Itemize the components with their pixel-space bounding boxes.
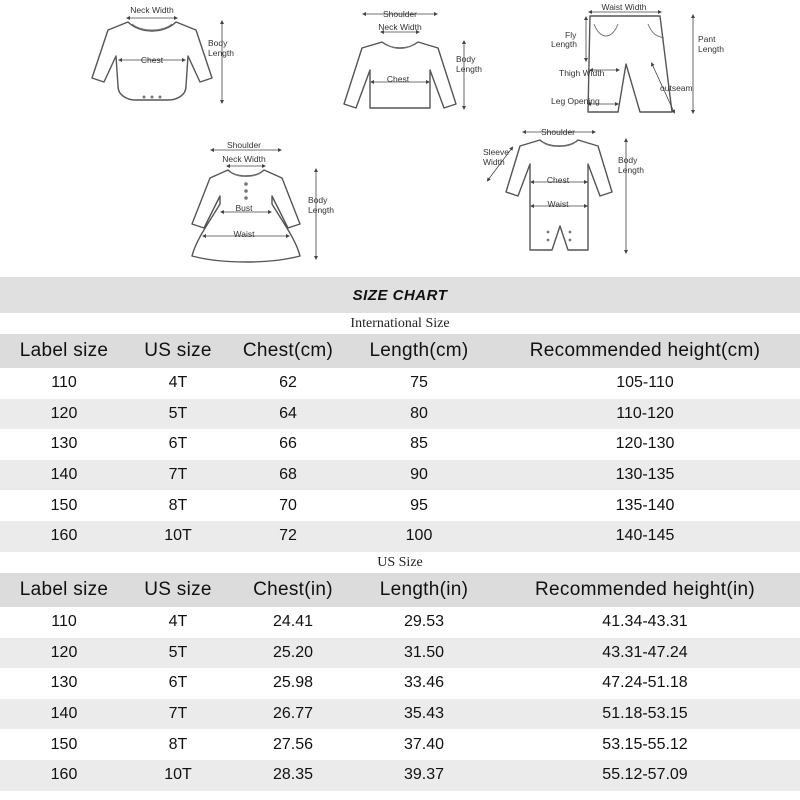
cell: 85 (348, 429, 490, 460)
onesie-chest-label: Chest (140, 55, 164, 65)
cell: 10T (128, 760, 228, 791)
cell: 7T (128, 699, 228, 730)
cell: 53.15-55.12 (490, 729, 800, 760)
dress-diagram (192, 140, 334, 262)
international-size-caption: International Size (350, 316, 450, 331)
table-row (0, 460, 800, 491)
header-label-size: Label size (0, 573, 128, 607)
cell: 8T (128, 490, 228, 521)
header-chest: Chest(cm) (228, 334, 348, 368)
cell: 120 (0, 399, 128, 430)
romper-sleeve-label-2: Width (483, 157, 505, 167)
table-row (0, 429, 800, 460)
table-row (0, 490, 800, 521)
pants-leg-label: Leg Opening (551, 96, 600, 106)
shirt-chest-label: Chest (386, 74, 410, 84)
cell: 130 (0, 668, 128, 699)
dress-neck-label: Neck Width (222, 154, 266, 164)
shirt-shoulder-label: Shoulder (382, 9, 418, 19)
size-chart-title-band (0, 277, 800, 313)
cell: 39.37 (358, 760, 490, 791)
cell: 7T (128, 460, 228, 491)
cell: 130 (0, 429, 128, 460)
romper-chest-label: Chest (546, 175, 570, 185)
romper-shoulder-label: Shoulder (540, 127, 576, 137)
shirt-neck-label: Neck Width (378, 22, 422, 32)
pants-pant-label-1: Pant (698, 34, 716, 44)
table-row (0, 699, 800, 730)
cell: 120 (0, 638, 128, 669)
cell: 55.12-57.09 (490, 760, 800, 791)
cell: 150 (0, 490, 128, 521)
dress-bust-label: Bust (235, 203, 253, 213)
us-size-caption: US Size (377, 555, 423, 570)
cell: 4T (128, 368, 228, 399)
cell: 130-135 (490, 460, 800, 491)
pants-outseam-label: outseam (660, 83, 693, 93)
cell: 5T (128, 399, 228, 430)
pants-waist-label: Waist Width (601, 2, 647, 12)
romper-sleeve-label-1: Sleeve (483, 147, 509, 157)
cell: 6T (128, 668, 228, 699)
onesie-diagram (92, 5, 234, 102)
cell: 80 (348, 399, 490, 430)
pants-fly-label-2: Length (551, 39, 577, 49)
header-height: Recommended height(in) (490, 573, 800, 607)
table-row (0, 638, 800, 669)
cell: 150 (0, 729, 128, 760)
table-row (0, 399, 800, 430)
header-chest: Chest(in) (228, 573, 358, 607)
onesie-body-label-2: Length (208, 48, 234, 58)
cell: 47.24-51.18 (490, 668, 800, 699)
cell: 8T (128, 729, 228, 760)
onesie-body-label-1: Body (208, 38, 228, 48)
cell: 95 (348, 490, 490, 521)
cell: 110-120 (490, 399, 800, 430)
table-row (0, 760, 800, 791)
cell: 75 (348, 368, 490, 399)
dress-shoulder-label: Shoulder (226, 140, 262, 150)
shirt-body-label-2: Length (456, 64, 482, 74)
cell: 72 (228, 521, 348, 552)
pants-fly-label-1: Fly (565, 30, 577, 40)
cell: 100 (348, 521, 490, 552)
table-header-row (0, 334, 800, 368)
table-row (0, 668, 800, 699)
cell: 29.53 (358, 607, 490, 638)
us-size-table (0, 573, 800, 791)
size-chart-title: SIZE CHART (352, 286, 448, 304)
cell: 43.31-47.24 (490, 638, 800, 669)
cell: 33.46 (358, 668, 490, 699)
table-row (0, 521, 800, 552)
cell: 4T (128, 607, 228, 638)
dress-body-label-1: Body (308, 195, 328, 205)
cell: 25.20 (228, 638, 358, 669)
cell: 5T (128, 638, 228, 669)
cell: 70 (228, 490, 348, 521)
cell: 140 (0, 460, 128, 491)
romper-diagram (483, 127, 644, 252)
shirt-diagram (344, 9, 482, 108)
cell: 35.43 (358, 699, 490, 730)
romper-body-label-1: Body (618, 155, 638, 165)
cell: 140 (0, 699, 128, 730)
header-label-size: Label size (0, 334, 128, 368)
cell: 31.50 (358, 638, 490, 669)
table-row (0, 607, 800, 638)
header-us-size: US size (128, 334, 228, 368)
cell: 25.98 (228, 668, 358, 699)
cell: 66 (228, 429, 348, 460)
dress-waist-label: Waist (233, 229, 255, 239)
cell: 140-145 (490, 521, 800, 552)
cell: 10T (128, 521, 228, 552)
international-size-table (0, 334, 800, 552)
pants-thigh-label: Thigh Width (559, 68, 605, 78)
cell: 6T (128, 429, 228, 460)
header-length: Length(cm) (348, 334, 490, 368)
pants-diagram (551, 2, 724, 112)
header-us-size: US size (128, 573, 228, 607)
measurement-diagrams (0, 0, 800, 276)
romper-body-label-2: Length (618, 165, 644, 175)
cell: 26.77 (228, 699, 358, 730)
cell: 64 (228, 399, 348, 430)
cell: 110 (0, 607, 128, 638)
header-length: Length(in) (358, 573, 490, 607)
cell: 27.56 (228, 729, 358, 760)
cell: 51.18-53.15 (490, 699, 800, 730)
cell: 37.40 (358, 729, 490, 760)
cell: 110 (0, 368, 128, 399)
cell: 105-110 (490, 368, 800, 399)
romper-waist-label: Waist (547, 199, 569, 209)
table-row (0, 729, 800, 760)
shirt-body-label-1: Body (456, 54, 476, 64)
cell: 68 (228, 460, 348, 491)
cell: 28.35 (228, 760, 358, 791)
table-row (0, 368, 800, 399)
cell: 41.34-43.31 (490, 607, 800, 638)
pants-pant-label-2: Length (698, 44, 724, 54)
table-header-row (0, 573, 800, 607)
cell: 90 (348, 460, 490, 491)
cell: 160 (0, 760, 128, 791)
cell: 62 (228, 368, 348, 399)
dress-body-label-2: Length (308, 205, 334, 215)
onesie-neck-label: Neck Width (130, 5, 174, 15)
cell: 160 (0, 521, 128, 552)
header-height: Recommended height(cm) (490, 334, 800, 368)
cell: 135-140 (490, 490, 800, 521)
cell: 24.41 (228, 607, 358, 638)
cell: 120-130 (490, 429, 800, 460)
